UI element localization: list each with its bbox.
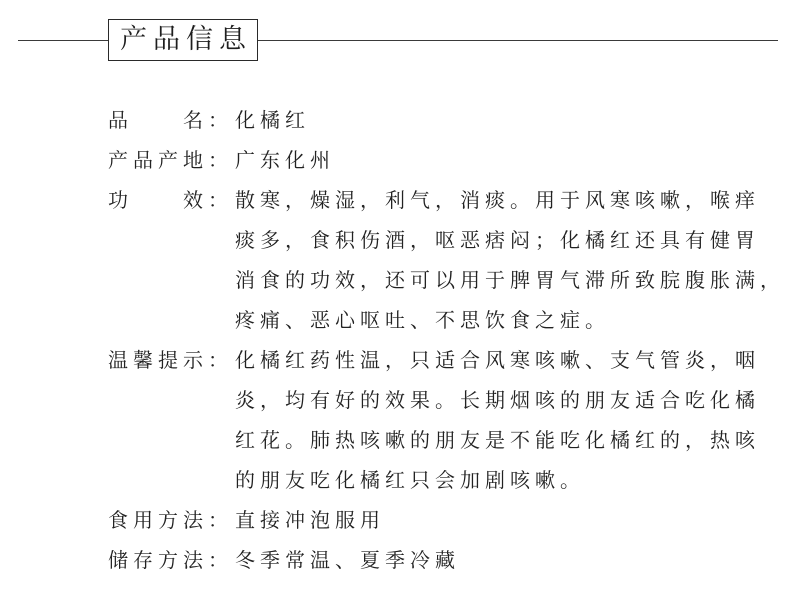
origin-value-line: 广东化州 (235, 148, 335, 172)
info-row-usage (108, 500, 788, 540)
usage-value-line: 直接冲泡服用 (235, 508, 385, 532)
efficacy-value-line: 消食的功效，还可以用于脾胃气滞所致脘腹胀满， (235, 268, 785, 292)
origin-value (235, 140, 335, 180)
efficacy-value-line: 疼痛、恶心呕吐、不思饮食之症。 (235, 308, 610, 332)
section-title-box (108, 19, 258, 61)
usage-value (235, 500, 385, 540)
info-row-name (108, 100, 788, 140)
tips-label: 温馨提示： (108, 348, 233, 372)
storage-value (235, 540, 460, 580)
info-row-tips (108, 340, 788, 500)
name-label: 品 名： (108, 108, 233, 132)
name-value (235, 100, 310, 140)
product-info-list (108, 100, 788, 580)
storage-label: 储存方法： (108, 548, 233, 572)
header-line-right (258, 40, 778, 41)
tips-value-line: 炎，均有好的效果。长期烟咳的朋友适合吃化橘 (235, 388, 760, 412)
info-row-storage (108, 540, 788, 580)
efficacy-value-line: 痰多，食积伤酒，呕恶痞闷；化橘红还具有健胃 (235, 228, 760, 252)
tips-value-line: 的朋友吃化橘红只会加剧咳嗽。 (235, 468, 585, 492)
efficacy-value-line: 散寒，燥湿，利气，消痰。用于风寒咳嗽，喉痒 (235, 188, 760, 212)
name-value-line: 化橘红 (235, 108, 310, 132)
tips-value (235, 340, 760, 500)
tips-value-line: 化橘红药性温，只适合风寒咳嗽、支气管炎，咽 (235, 348, 760, 372)
usage-label: 食用方法： (108, 508, 233, 532)
info-row-origin (108, 140, 788, 180)
efficacy-label: 功 效： (108, 188, 233, 212)
storage-value-line: 冬季常温、夏季冷藏 (235, 548, 460, 572)
origin-label: 产品产地： (108, 148, 233, 172)
tips-value-line: 红花。肺热咳嗽的朋友是不能吃化橘红的，热咳 (235, 428, 760, 452)
section-title: 产品信息 (120, 24, 252, 55)
header-line-left (18, 40, 108, 41)
info-row-efficacy (108, 180, 788, 340)
efficacy-value (235, 180, 785, 340)
